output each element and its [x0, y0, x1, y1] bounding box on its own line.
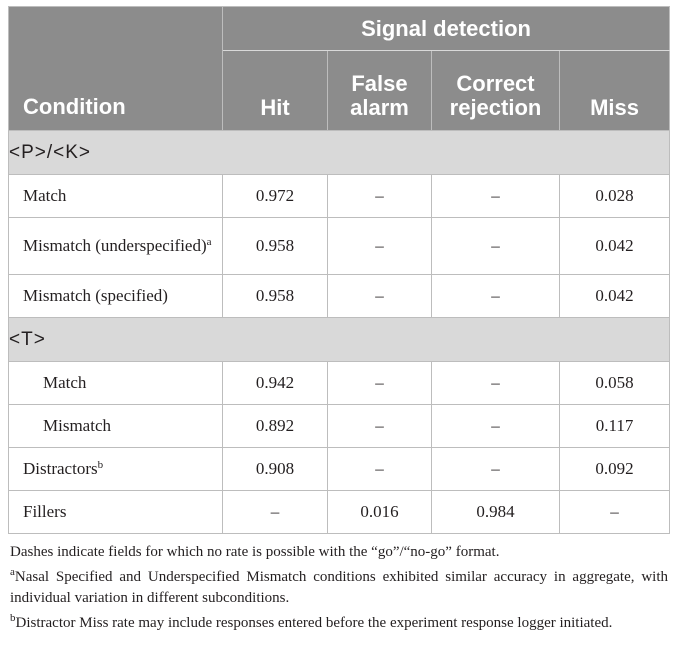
- cell-miss: 0.028: [560, 175, 670, 218]
- cell-miss: 0.058: [560, 362, 670, 405]
- header-miss: Miss: [560, 51, 670, 131]
- cell-miss: 0.042: [560, 275, 670, 318]
- cell-false-alarm: –: [328, 218, 432, 275]
- table-row: [9, 448, 670, 491]
- cell-correct-rejection: 0.984: [432, 491, 560, 534]
- table-row: [9, 491, 670, 534]
- table-row: [9, 275, 670, 318]
- row-label-cell: [9, 218, 223, 275]
- row-label: Distractors: [23, 459, 98, 478]
- table-footnotes: [10, 542, 668, 638]
- cell-miss: 0.117: [560, 405, 670, 448]
- footnote-marker-a: a: [206, 236, 212, 248]
- table-row: [9, 218, 670, 275]
- cell-miss: 0.092: [560, 448, 670, 491]
- cell-hit: –: [223, 491, 328, 534]
- cell-false-alarm: –: [328, 275, 432, 318]
- footnote-b-text: Distractor Miss rate may include responses entered before the experiment response logger initiated.: [15, 615, 613, 631]
- row-label: Mismatch (underspecified): [23, 236, 207, 255]
- row-label: Match: [9, 362, 223, 405]
- cell-false-alarm: –: [328, 362, 432, 405]
- cell-correct-rejection: –: [432, 175, 560, 218]
- cell-hit: 0.958: [223, 275, 328, 318]
- footnote-general: Dashes indicate fields for which no rate is possible with the “go”/“no-go” format.: [10, 544, 500, 560]
- footnote-b: [10, 613, 668, 634]
- row-label-cell: [9, 448, 223, 491]
- table-row: [9, 175, 670, 218]
- signal-detection-table: [8, 6, 670, 534]
- row-label: Match: [9, 175, 223, 218]
- header-correct-rejection: Correct rejection: [432, 51, 560, 131]
- footnote-marker-b: b: [97, 459, 104, 471]
- footnote-b-mark: b: [10, 612, 16, 624]
- section-row-t: [9, 318, 670, 362]
- cell-correct-rejection: –: [432, 405, 560, 448]
- footnote-a-mark: a: [10, 566, 15, 578]
- cell-false-alarm: 0.016: [328, 491, 432, 534]
- cell-miss: –: [560, 491, 670, 534]
- cell-hit: 0.972: [223, 175, 328, 218]
- header-hit: Hit: [223, 51, 328, 131]
- row-label: Fillers: [9, 491, 223, 534]
- cell-correct-rejection: –: [432, 275, 560, 318]
- header-signal-detection: Signal detection: [223, 7, 670, 51]
- header-condition: Condition: [9, 7, 223, 131]
- row-label: Mismatch: [9, 405, 223, 448]
- cell-hit: 0.908: [223, 448, 328, 491]
- cell-miss: 0.042: [560, 218, 670, 275]
- cell-false-alarm: –: [328, 175, 432, 218]
- section-label: <T>: [9, 318, 670, 362]
- cell-hit: 0.892: [223, 405, 328, 448]
- section-row-pk: [9, 131, 670, 175]
- footnote-a: [10, 567, 668, 609]
- table-row: [9, 362, 670, 405]
- cell-correct-rejection: –: [432, 218, 560, 275]
- row-label: Mismatch (specified): [9, 275, 223, 318]
- footnote-a-text: Nasal Specified and Underspecified Mismatch conditions exhibited similar accuracy in aggregate, with individual variation in different subconditions.: [10, 569, 668, 606]
- section-label: <P>/<K>: [9, 131, 670, 175]
- cell-false-alarm: –: [328, 448, 432, 491]
- header-false-alarm: False alarm: [328, 51, 432, 131]
- cell-false-alarm: –: [328, 405, 432, 448]
- table-row: [9, 405, 670, 448]
- cell-correct-rejection: –: [432, 362, 560, 405]
- cell-hit: 0.958: [223, 218, 328, 275]
- cell-hit: 0.942: [223, 362, 328, 405]
- cell-correct-rejection: –: [432, 448, 560, 491]
